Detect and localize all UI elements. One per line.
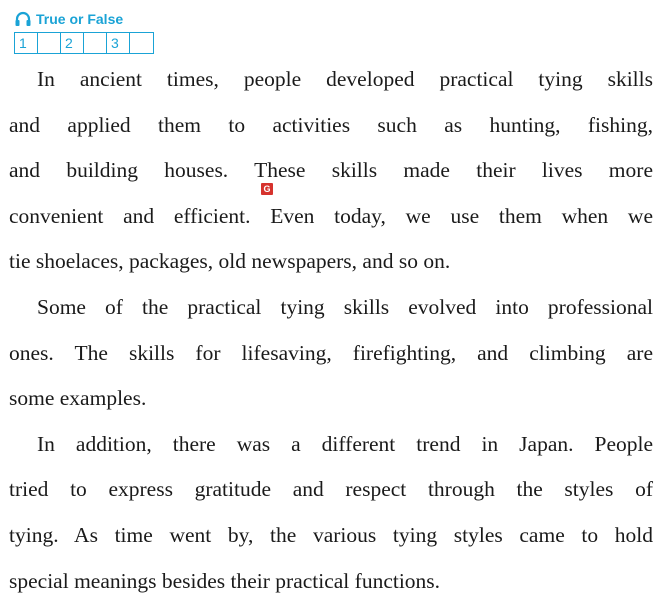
text-line: tried to express gratitude and respect through the styles of <box>9 477 653 502</box>
answer-box-label-2: 2 <box>61 33 84 53</box>
answer-boxes <box>14 32 154 54</box>
text-line: ones. The skills for lifesaving, firefighting, and climbing are <box>9 340 653 365</box>
text-line: Some of the practical tying skills evolved into professional <box>37 294 653 319</box>
grammar-marker-icon[interactable]: G <box>261 183 273 195</box>
answer-box-3[interactable] <box>130 33 153 53</box>
text-line: In addition, there was a different trend in Japan. People <box>37 431 653 456</box>
text-line: some examples. <box>9 386 147 411</box>
text-line: and building houses. These skills made their lives more <box>9 158 653 183</box>
paragraph-1 <box>9 57 653 285</box>
answer-box-label-3: 3 <box>107 33 130 53</box>
true-or-false-heading <box>14 10 123 28</box>
text-line: and applied them to activities such as hunting, fishing, <box>9 112 653 137</box>
headphones-icon[interactable] <box>14 11 32 27</box>
paragraph-2 <box>9 285 653 422</box>
text-line: convenient and efficient. Even today, we use them when we <box>9 203 653 228</box>
text-line: special meanings besides their practical functions. <box>9 568 441 593</box>
paragraph-3 <box>9 422 653 604</box>
answer-box-2[interactable] <box>84 33 107 53</box>
text-line: tie shoelaces, packages, old newspapers, and so on. <box>9 249 451 274</box>
reading-passage <box>9 57 653 604</box>
text-line: In ancient times, people developed practical tying skills <box>37 67 653 91</box>
answer-box-1[interactable] <box>38 33 61 53</box>
answer-box-label-1: 1 <box>15 33 38 53</box>
text-line: tying. As time went by, the various tying styles came to hold <box>9 522 653 547</box>
exercise-title: True or False <box>36 11 124 27</box>
